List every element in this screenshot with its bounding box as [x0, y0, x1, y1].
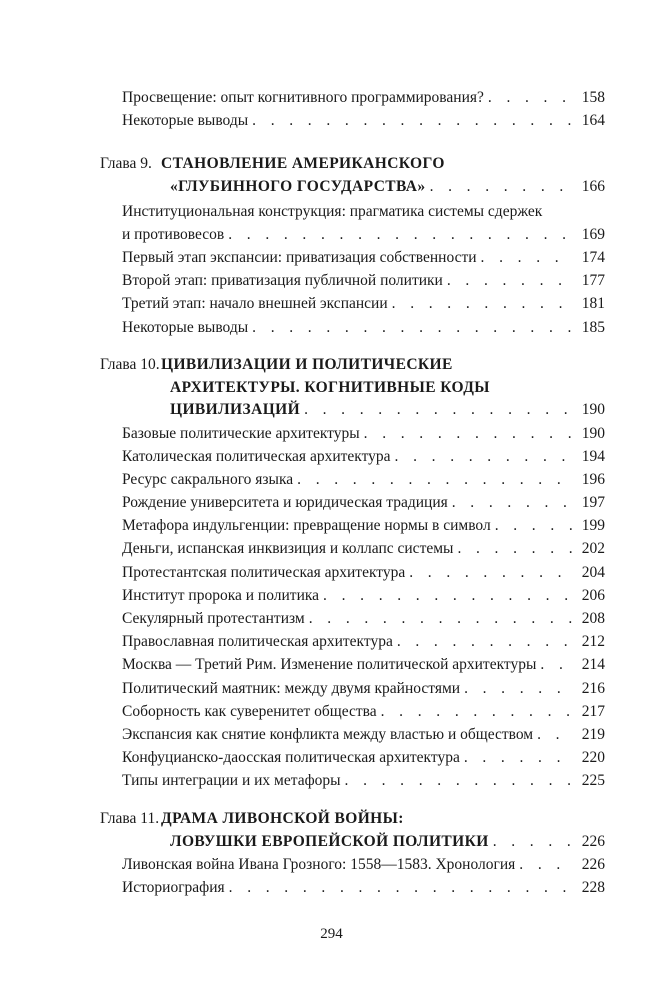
- entry-title: Базовые политические архитектуры: [122, 424, 360, 442]
- entry-title: Соборность как суверенитет общества: [122, 702, 377, 720]
- chapter-heading-line: [100, 377, 605, 400]
- toc-entry: [100, 561, 605, 584]
- leader-dots: [397, 630, 573, 653]
- entry-page: 194: [581, 447, 605, 465]
- entry-title-line1: Институциональная конструкция: прагматика системы сдержек: [122, 203, 543, 220]
- leader-dots: [457, 537, 573, 560]
- entry-page: 228: [581, 879, 605, 897]
- entry-page: 174: [581, 249, 605, 266]
- leader-dots: [228, 223, 573, 246]
- entry-title: Некоторые выводы: [122, 318, 249, 336]
- entry-page: 164: [581, 112, 605, 130]
- leader-dots: [447, 269, 573, 292]
- entry-page: 225: [581, 772, 605, 790]
- entry-title: Секулярный протестантизм: [122, 610, 305, 627]
- chapter-page: 226: [581, 832, 605, 850]
- toc-entry: [100, 677, 605, 700]
- toc-entry: [100, 723, 605, 746]
- entry-title: Историография: [122, 879, 225, 897]
- entry-page: 181: [581, 295, 605, 313]
- chapter-title-line: «ГЛУБИННОГО ГОСУДАРСТВА»: [170, 177, 426, 195]
- chapter-page: 166: [581, 177, 605, 195]
- toc-entry: [100, 700, 605, 723]
- chapter-11: [100, 808, 605, 899]
- entry-title: Второй этап: приватизация публичной политики: [122, 272, 443, 290]
- entry-title: Протестантская политическая архитектура: [122, 563, 406, 581]
- leader-dots: [537, 723, 573, 746]
- toc-entry: [100, 876, 605, 899]
- entry-title: Типы интеграции и их метафоры: [122, 772, 341, 790]
- leader-dots: [519, 853, 573, 876]
- leader-dots: [323, 584, 573, 607]
- toc-continued-entries: [100, 86, 605, 132]
- chapter-title-line: ЦИВИЛИЗАЦИЙ: [170, 401, 301, 418]
- leader-dots: [345, 769, 573, 792]
- leader-dots: [381, 700, 573, 723]
- leader-dots: [395, 445, 573, 468]
- toc-entry: [100, 537, 605, 560]
- chapter-number: Глава 10.: [100, 356, 160, 373]
- chapter-title-line: ЛОВУШКИ ЕВРОПЕЙСКОЙ ПОЛИТИКИ: [170, 832, 489, 850]
- chapter-9: [100, 153, 605, 339]
- entry-page: 220: [581, 749, 605, 767]
- toc-entry: [100, 109, 605, 132]
- toc-entry: [100, 316, 605, 339]
- toc-entry: [100, 584, 605, 607]
- entry-title: Деньги, испанская инквизиция и коллапс системы: [122, 540, 454, 558]
- entry-page: 158: [581, 89, 605, 106]
- leader-dots: [297, 468, 573, 491]
- toc-entry: [100, 491, 605, 514]
- chapter-page: 190: [581, 401, 605, 418]
- leader-dots: [540, 653, 573, 676]
- leader-dots: [252, 316, 573, 339]
- entry-title: Рождение университета и юридическая традиция: [122, 494, 448, 512]
- entry-page: 202: [581, 540, 605, 558]
- entry-page: 185: [581, 318, 605, 336]
- entry-page: 217: [581, 702, 605, 720]
- entry-page: 199: [581, 517, 605, 535]
- leader-dots: [252, 109, 573, 132]
- chapter-title-line: ДРАМА ЛИВОНСКОЙ ВОЙНЫ:: [161, 810, 404, 827]
- entry-page: 214: [581, 656, 605, 674]
- leader-dots: [488, 86, 573, 109]
- toc-entry: [100, 445, 605, 468]
- leader-dots: [304, 399, 573, 422]
- entry-page: 219: [581, 725, 605, 743]
- chapter-heading-line: [100, 354, 605, 377]
- chapter-heading-line: [100, 176, 605, 199]
- toc-entry: [100, 746, 605, 769]
- toc-entry: [100, 653, 605, 676]
- chapter-heading-line: [100, 808, 605, 831]
- leader-dots: [430, 176, 573, 199]
- entry-title: Просвещение: опыт когнитивного программирования?: [122, 89, 484, 106]
- leader-dots: [409, 561, 573, 584]
- entry-title: Институт пророка и политика: [122, 586, 320, 604]
- entry-page: 206: [581, 586, 605, 604]
- chapter-number: Глава 11.: [100, 810, 160, 827]
- entry-title: Конфуцианско-даосская политическая архитектура: [122, 749, 460, 767]
- leader-dots: [229, 876, 573, 899]
- leader-dots: [364, 422, 573, 445]
- chapter-heading-line: [100, 153, 605, 176]
- entry-title: и противовесов: [122, 226, 225, 243]
- entry-page: 177: [581, 272, 605, 290]
- leader-dots: [392, 292, 573, 315]
- toc-entry: [100, 246, 605, 269]
- entry-title: Экспансия как снятие конфликта между властью и обществом: [122, 725, 534, 743]
- leader-dots: [481, 246, 573, 269]
- entry-page: 212: [581, 633, 605, 651]
- leader-dots: [452, 491, 573, 514]
- chapter-title-line: СТАНОВЛЕНИЕ АМЕРИКАНСКОГО: [161, 155, 445, 172]
- toc-entry: [100, 200, 605, 246]
- entry-title: Политический маятник: между двумя крайностями: [122, 679, 461, 697]
- chapter-number: Глава 9.: [100, 155, 152, 172]
- entry-title: Метафора индульгенции: превращение нормы в символ: [122, 517, 491, 535]
- leader-dots: [309, 607, 573, 630]
- entry-title: Первый этап экспансии: приватизация собственности: [122, 249, 477, 266]
- toc-entry: [100, 468, 605, 491]
- chapter-heading-line: [100, 399, 605, 422]
- entry-title: Некоторые выводы: [122, 112, 249, 130]
- page-number: 294: [320, 926, 343, 942]
- chapter-10: [100, 354, 605, 793]
- toc-entry: [100, 853, 605, 876]
- leader-dots: [493, 831, 573, 854]
- leader-dots: [464, 677, 573, 700]
- entry-page: 226: [581, 856, 605, 873]
- entry-page: 204: [581, 563, 605, 581]
- toc-entry: [100, 514, 605, 537]
- entry-page: 196: [581, 470, 605, 488]
- entry-page: 197: [581, 494, 605, 512]
- chapter-heading-line: [100, 831, 605, 854]
- entry-title: Ливонская война Ивана Грозного: 1558—1583. Хронология: [122, 856, 516, 873]
- toc-entry: [100, 86, 605, 109]
- toc-entry: [100, 422, 605, 445]
- toc-entry: [100, 269, 605, 292]
- entry-page: 216: [581, 679, 605, 697]
- toc-entry: [100, 769, 605, 792]
- entry-page: 208: [581, 610, 605, 627]
- entry-title: Ресурс сакрального языка: [122, 470, 294, 488]
- toc-entry: [100, 607, 605, 630]
- entry-title: Православная политическая архитектура: [122, 633, 393, 651]
- leader-dots: [464, 746, 573, 769]
- chapter-title-line: ЦИВИЛИЗАЦИИ И ПОЛИТИЧЕСКИЕ: [161, 356, 453, 373]
- entry-page: 190: [581, 424, 605, 442]
- entry-title: Третий этап: начало внешней экспансии: [122, 295, 388, 313]
- entry-title: Москва — Третий Рим. Изменение политической архитектуры: [122, 656, 537, 674]
- entry-title: Католическая политическая архитектура: [122, 447, 391, 465]
- entry-page: 169: [581, 226, 605, 243]
- chapter-title-line: АРХИТЕКТУРЫ. КОГНИТИВНЫЕ КОДЫ: [170, 378, 490, 396]
- toc-entry: [100, 292, 605, 315]
- leader-dots: [495, 514, 573, 537]
- toc-entry: [100, 630, 605, 653]
